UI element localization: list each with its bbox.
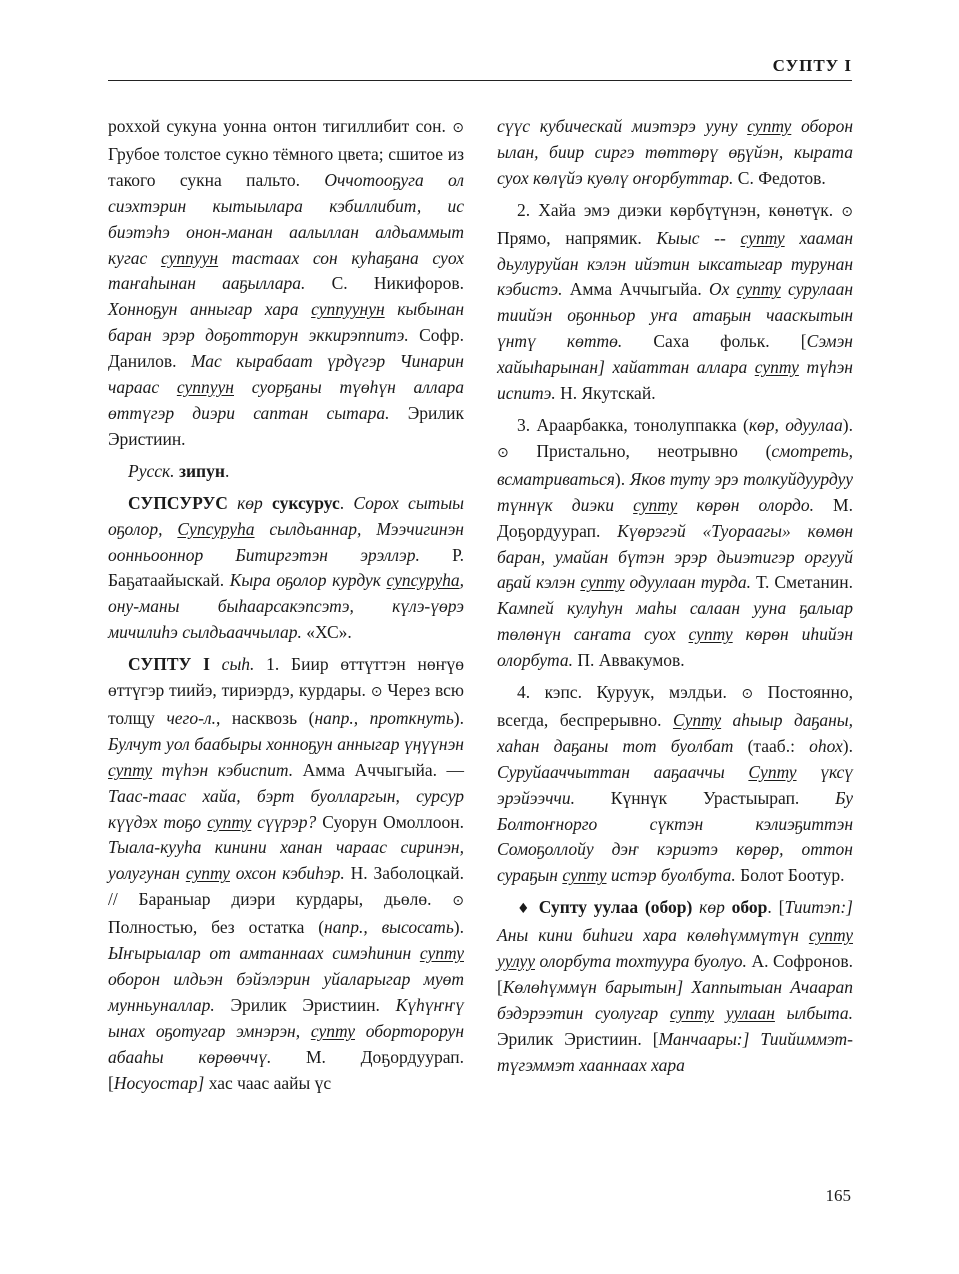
entry-suptu: СУПТУ I сыһ. 1. Биир өттүттэн нөҥүө өттүгэр тиийэ, тириэрдэ, курдары. ⊙ Через всю толщу чего-л., насквозь (напр., проткнуть). Булчут уол баабыры хонноҕун анныгар үңүүнэн супту түһэн кэбиспит. Амма Аччыгыйа. — Таас-таас хайа, бэрт буолларгын, сурсур күүдэх тоҕо супту сүүрэр? Суорун Омоллоон. Тыала-кууһа кинини ханан чараас сиринэн, уолугунан супту охсон кэбиһэр. Н. Заболоцкай. // Бараныар диэри курдары, дьөлө. ⊙ Полностью, без остатка (напр., высосать). Ыҥырыалар от амтаннаах симэһинин супту оборон илдьэн бэйэлэрин уйаларыгар муөт мунньуналлар. Эрилик Эристиин. Күһүҥҥү ынах оҕотугар эмнэрэн, супту оборторорун абааһы көрөөччү. М. Доҕордуурап. [Носуостар] хас чаас аайы үс	[108, 654, 465, 1093]
sense-3: 3. Араарбакка, тонолуппакка (көр, одуулаа). ⊙ Пристально, неотрывно (смотреть, всматриваться). Яков туту эрэ толкуйдуурдуу түннүк диэки супту көрөн олордо. М. Доҕордуурап. Күөрэгэй «Туораагы» көмөн баран, умайан бүтэн эрэр дьиэтигэр оргууй аҕай кэлэн супту одуулаан турда. Т. Сметанин. Кампей кулуһун маһы салаан ууна ҕалыар төлөнүн саҥата суох супту көрөн иһийэн олорбута. П. Аввакумов.	[497, 414, 853, 671]
page-number: 165	[825, 1186, 851, 1205]
entry-supsurus: СУПСУРУС көр суксурус. Сорох сытыы оҕолор, Супсуруһа сылдьаннар, Мээчигинэн оонньооннор Битиргэтэн эрэллэр. Р. Баҕатаайыскай. Кыра оҕолор курдук супсуруһа, ону-маны быһаарсакэпсэтэ, күлэ-үөрэ мичилиһэ сылдьааччылар. «ХС».	[108, 492, 465, 643]
phrase-headword: Супту уулаа (обор)	[531, 897, 693, 918]
circle-dot-icon: ⊙	[370, 684, 383, 701]
right-column	[497, 114, 853, 1079]
headword: СУПТУ I	[128, 654, 210, 675]
sense-2: 2. Хайа эмэ диэки көрбүтүнэн, көнөтүк. ⊙ Прямо, напрямик. Кыыс -- супту хааман дьулуруйан кэлэн ийэтин ыксатыгар турунан кэбистэ. Амма Аччыгыйа. Ох супту сурулаан тиийэн оҕонньор уҥа атаҕын чааскытын үнтү көттө. Саха фольк. [Сэмэн хайыһарынан] хайаттан аллара супту түһэн испитэ. Н. Якутскай.	[497, 199, 853, 404]
entry-continuation: роххой сукуна уонна онтон тигиллибит сон. ⊙ Грубое толстое сукно тёмного цвета; сшитое из такого сукна пальто. Оччотооҕуга ол сиэхтэрин кытыылара кэбиллибит, ис биэтэһэ онон-манан аалыллан алдьаммыт кугас суппуун тастаах сон куһаҕана суох таҥаһынан ааҕыллара. С. Никифоров. Хонноҕун анныгар хара суппуунун кыбынан баран эрэр доҕотторун эккирэппитэ. Софр. Данилов. Мас кырабаат үрдүгэр Чинарин чараас суппуун суорҕаны түөһүн аллара өттүгэр диэри саптан сытара. Эрилик Эристиин.	[108, 116, 465, 449]
diamond-icon: ♦	[517, 901, 532, 918]
circle-dot-icon: ⊙	[841, 203, 853, 220]
phrase-suptu-uulaa: ♦ Супту уулаа (обор) көр обор. [Тиитэп:] Аны кини биһиги хара көлөһүммүтүн супту уулуу олорбута тохтуура буолуо. А. Софронов. [Көлөһүммүн барытын] Хаппытыан Ачаарап бэдэрээтин суолугар супту уулаан ылбыта. Эрилик Эристиин. [Манчаары:] Тиийиммэт-түгэммэт хааннаах хара	[497, 897, 854, 1075]
running-head: СУПТУ I	[108, 56, 852, 81]
circle-dot-icon: ⊙	[497, 444, 509, 461]
sense-4: 4. кэпс. Куруук, мэлдьи. ⊙ Постоянно, всегда, беспрерывно. Супту аһыыр даҕаны, хаһан даҕаны тот буолбат (тааб.: оһох). Суруйааччыттан ааҕааччы Супту үксү эрэйээччи. Күннүк Урастыырап. Бу Болтоҥнорго сүктэн кэлиэҕиттэн Сомоҕоллойу дэҥ кэриэтэ көрөр, оттон сураҕын супту истэр буолбута. Болот Боотур.	[497, 682, 853, 886]
headword: СУПСУРУС	[128, 492, 228, 513]
etymology-note: Русск. зипун.	[128, 460, 230, 481]
entry-continuation: сүүс кубическай миэтэрэ ууну супту оборон ылан, биир сиргэ төттөрү өҕүйэн, кырата суох көлүйэ куөлү оҥорбуттар. С. Федотов.	[497, 116, 853, 188]
circle-dot-icon: ⊙	[452, 893, 464, 910]
left-column	[108, 114, 464, 1097]
circle-dot-icon: ⊙	[741, 686, 754, 703]
circle-dot-icon: ⊙	[452, 120, 464, 136]
